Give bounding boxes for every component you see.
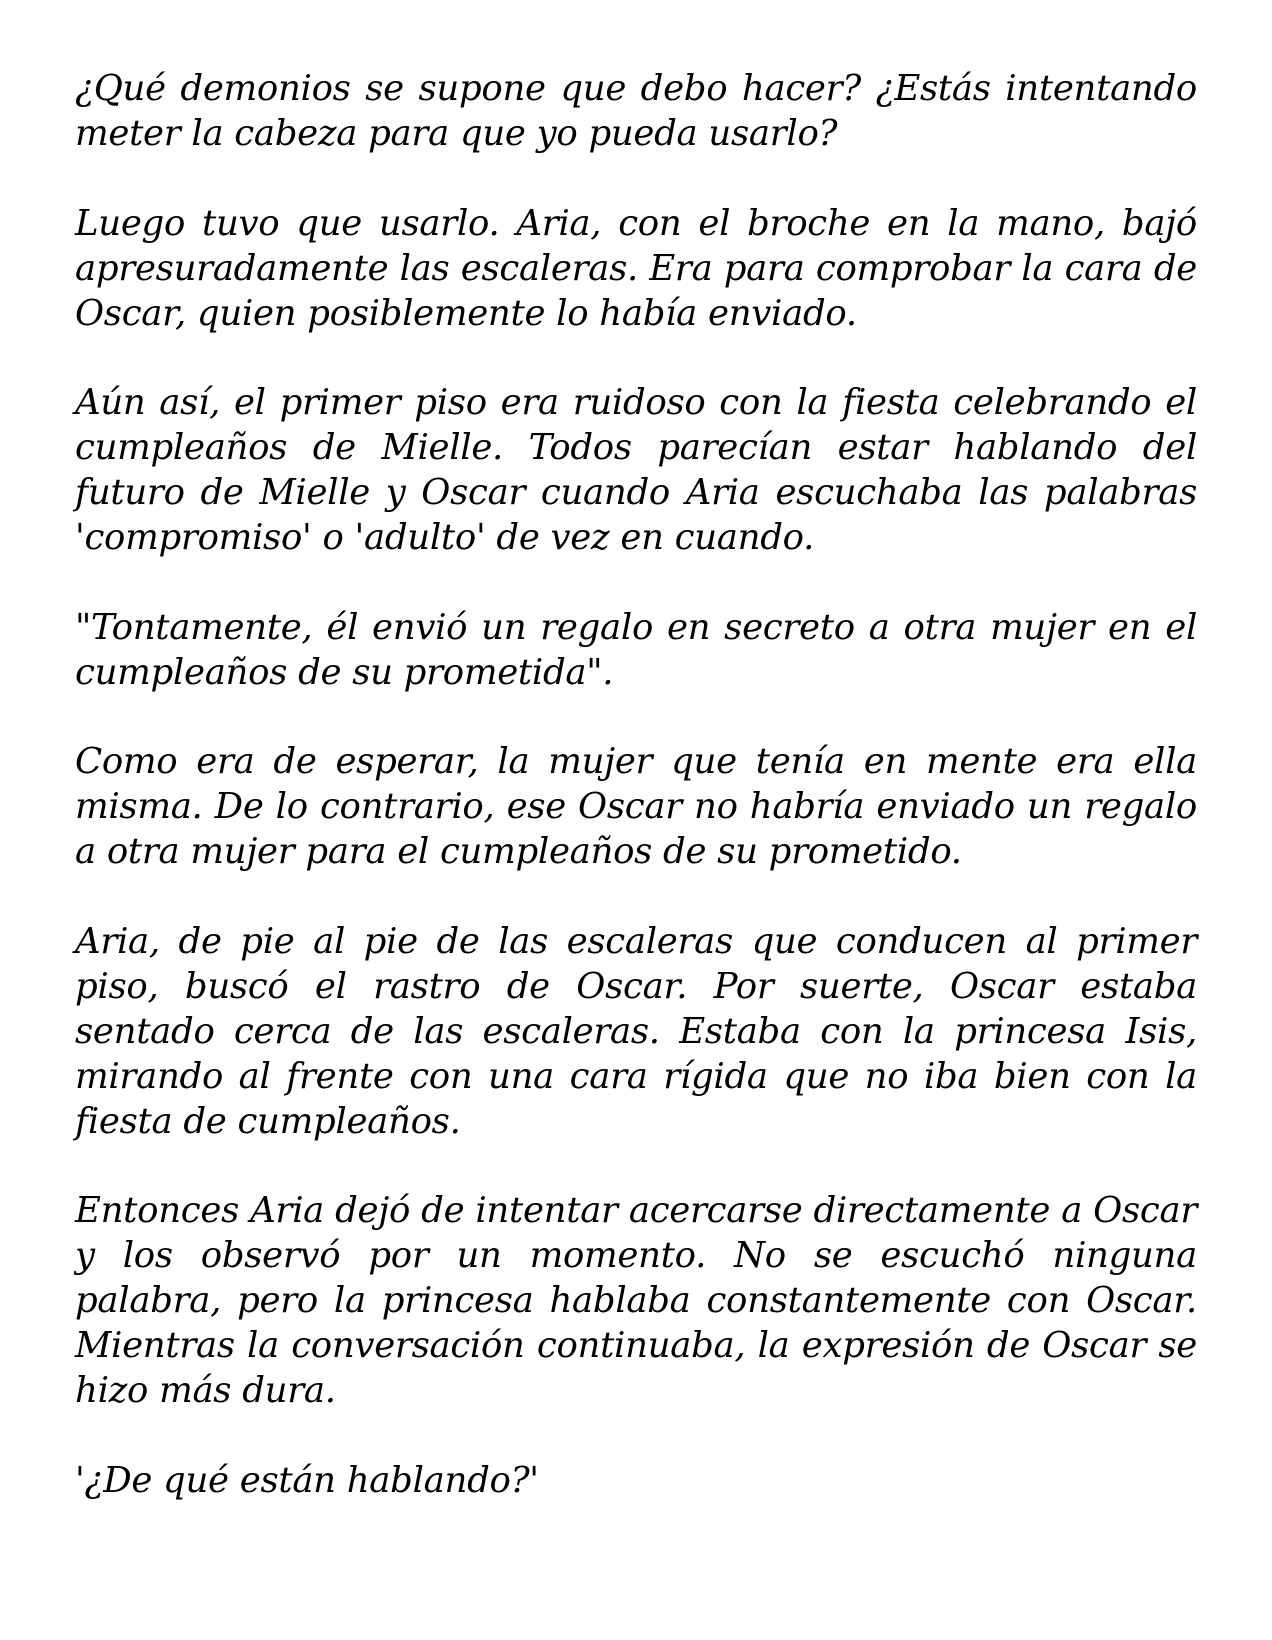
paragraph-5: Como era de esperar, la mujer que tenía en mente era ella misma. De lo contrario, ese Oscar no habría enviado un regalo a otra mujer para el cumpleaños de su prometido. — [75, 741, 1197, 872]
paragraph-3: Aún así, el primer piso era ruidoso con la fiesta celebrando el cumpleaños de Mielle. Todos parecían estar hablando del futuro de Mielle y Oscar cuando Aria escuchaba las palabras 'compromiso' o 'adulto' de vez en cuando. — [75, 382, 1197, 558]
paragraph-6: Aria, de pie al pie de las escaleras que conducen al primer piso, buscó el rastro de Oscar. Por suerte, Oscar estaba sentado cerca de las escaleras. Estaba con la princesa Isis, mirando al frente con una cara rígida que no iba bien con la fiesta de cumpleaños. — [75, 920, 1197, 1142]
paragraph-2: Luego tuvo que usarlo. Aria, con el broche en la mano, bajó apresuradamente las escaleras. Era para comprobar la cara de Oscar, quien posiblemente lo había enviado. — [75, 202, 1197, 334]
paragraph-4: "Tontamente, él envió un regalo en secreto a otra mujer en el cumpleaños de su prometida". — [75, 606, 1197, 693]
paragraph-7: Entonces Aria dejó de intentar acercarse directamente a Oscar y los observó por un momento. No se escuchó ninguna palabra, pero la princesa hablaba constantemente con Oscar. Mientras la conversación continuaba, la expresión de Oscar se hizo más dura. — [75, 1190, 1197, 1411]
paragraph-8: '¿De qué están hablando?' — [75, 1459, 539, 1501]
document-page — [75, 66, 1197, 1503]
paragraph-1: ¿Qué demonios se supone que debo hacer? ¿Estás intentando meter la cabeza para que yo pueda usarlo? — [75, 68, 1197, 154]
